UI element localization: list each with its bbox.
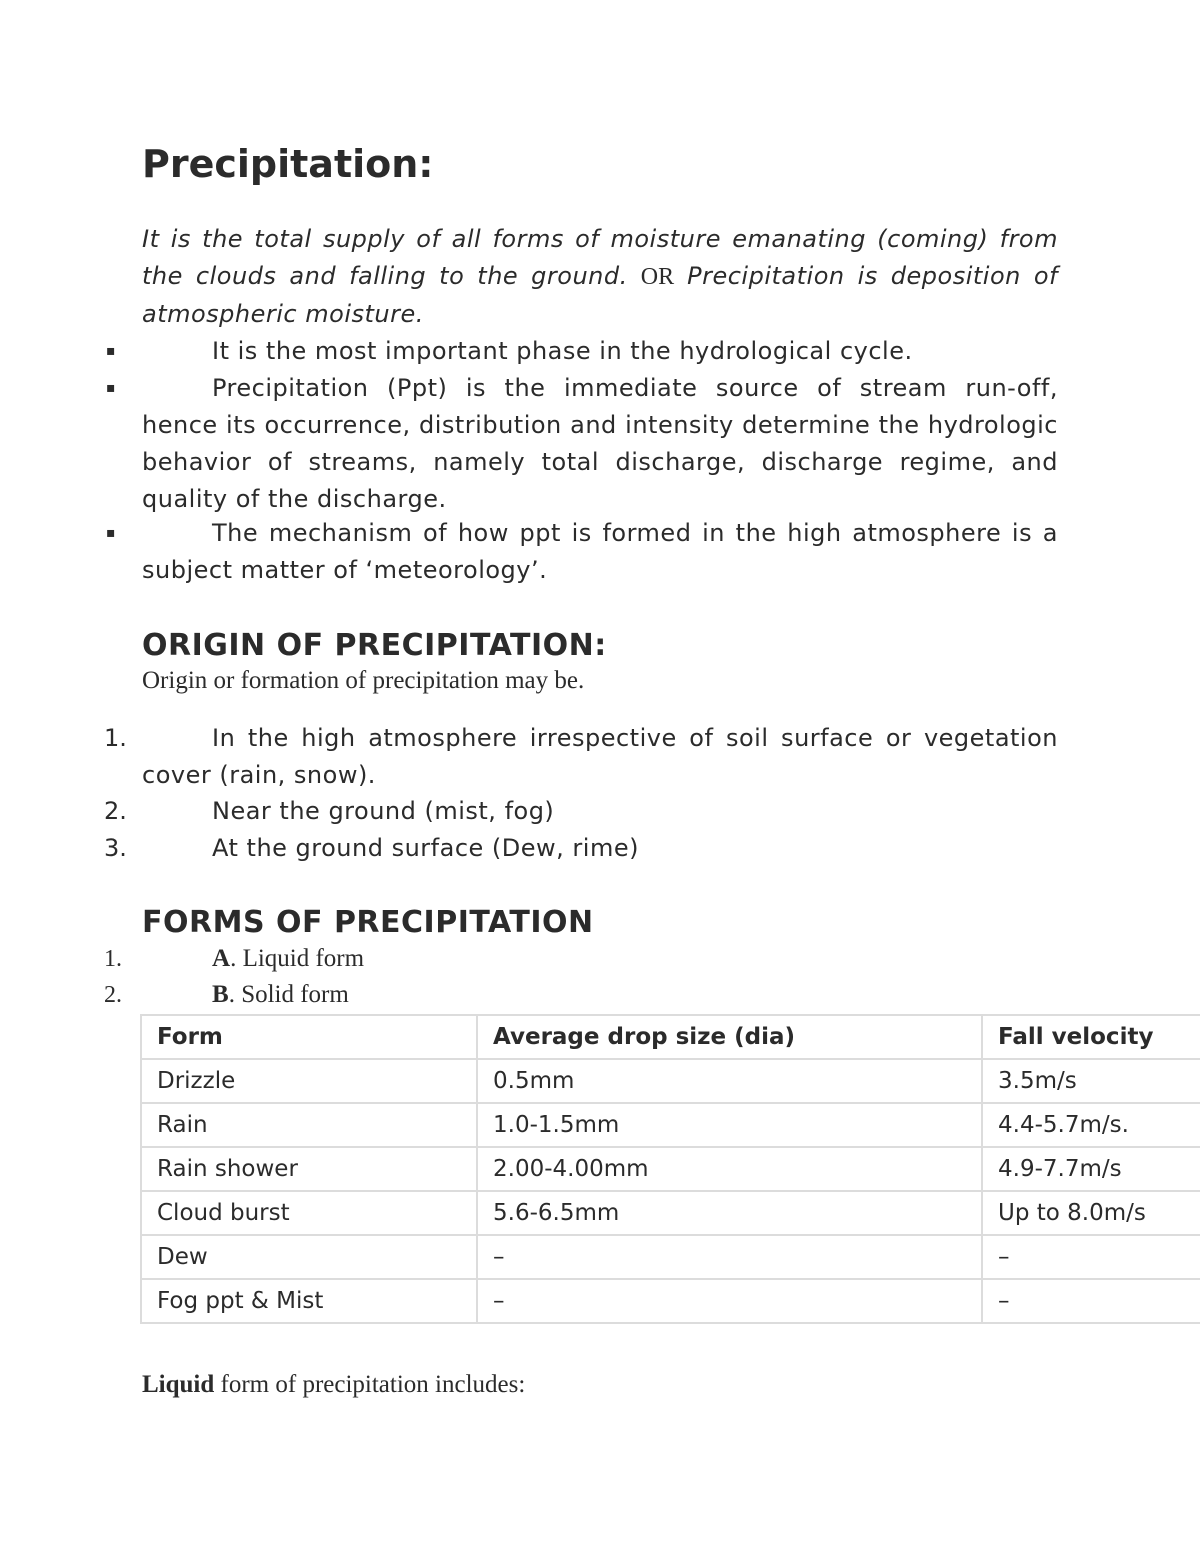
table-row <box>141 1191 1200 1235</box>
origin-intro: Origin or formation of precipitation may be. <box>142 667 585 694</box>
bullet-item: It is the most important phase in the hydrological cycle. <box>212 337 913 365</box>
origin-heading: ORIGIN OF PRECIPITATION: <box>142 628 607 663</box>
list-number: 1. <box>104 724 127 752</box>
page-title: Precipitation: <box>142 142 434 186</box>
origin-item: In the high atmosphere irrespective of soil surface or vegetation cover (rain, snow). <box>142 724 1058 789</box>
liquid-intro: Liquid form of precipitation includes: <box>142 1371 526 1398</box>
table-header-cell: Average drop size (dia) <box>477 1015 982 1059</box>
list-number: 3. <box>104 834 127 862</box>
table-row <box>141 1235 1200 1279</box>
list-number: 1. <box>104 946 122 972</box>
table-cell: – <box>982 1279 1200 1323</box>
bullet-icon: ▪ <box>106 343 116 359</box>
bullet-icon: ▪ <box>106 380 116 396</box>
table-cell: 4.4-5.7m/s. <box>982 1103 1200 1147</box>
table-cell: 5.6-6.5mm <box>477 1191 982 1235</box>
table-cell: Rain shower <box>141 1147 477 1191</box>
forms-heading: FORMS OF PRECIPITATION <box>142 905 594 940</box>
table-cell: Rain <box>141 1103 477 1147</box>
definition-or: OR <box>640 264 675 290</box>
table-cell: Dew <box>141 1235 477 1279</box>
table-cell: Fog ppt & Mist <box>141 1279 477 1323</box>
table-row <box>141 1103 1200 1147</box>
list-number: 2. <box>104 982 122 1008</box>
table-cell: Up to 8.0m/s <box>982 1191 1200 1235</box>
table-cell: 0.5mm <box>477 1059 982 1103</box>
table-cell: – <box>982 1235 1200 1279</box>
bullet-item: The mechanism of how ppt is formed in the high atmosphere is a subject matter of ‘meteorology’. <box>142 519 1058 584</box>
table-cell: Cloud burst <box>141 1191 477 1235</box>
origin-item: At the ground surface (Dew, rime) <box>212 834 639 862</box>
table-header-row <box>141 1015 1200 1059</box>
table-row <box>141 1059 1200 1103</box>
table-cell: 2.00-4.00mm <box>477 1147 982 1191</box>
table-row <box>141 1279 1200 1323</box>
bullet-icon: ▪ <box>106 525 116 541</box>
table-cell: – <box>477 1235 982 1279</box>
forms-table <box>140 1014 1200 1324</box>
table-cell: Drizzle <box>141 1059 477 1103</box>
origin-item: Near the ground (mist, fog) <box>212 797 555 825</box>
table-cell: 4.9-7.7m/s <box>982 1147 1200 1191</box>
bullet-item: Precipitation (Ppt) is the immediate source of stream run-off, hence its occurrence, distribution and intensity determine the hydrologic behavior of streams, namely total discharge, discharge regime, and quality of the discharge. <box>142 374 1058 513</box>
definition-paragraph <box>142 221 1058 333</box>
list-number: 2. <box>104 797 127 825</box>
table-cell: 3.5m/s <box>982 1059 1200 1103</box>
table-cell: 1.0-1.5mm <box>477 1103 982 1147</box>
table-row <box>141 1147 1200 1191</box>
table-header-cell: Fall velocity <box>982 1015 1200 1059</box>
table-header-cell: Form <box>141 1015 477 1059</box>
definition-text-2: Precipitation is deposition of atmospheric moisture. <box>142 262 1058 328</box>
definition-text-1: It is the total supply of all forms of moisture emanating (coming) from the clouds and falling to the ground. <box>142 225 1058 290</box>
table-cell: – <box>477 1279 982 1323</box>
forms-item: B. Solid form <box>212 981 349 1008</box>
forms-item: A. Liquid form <box>212 945 365 972</box>
